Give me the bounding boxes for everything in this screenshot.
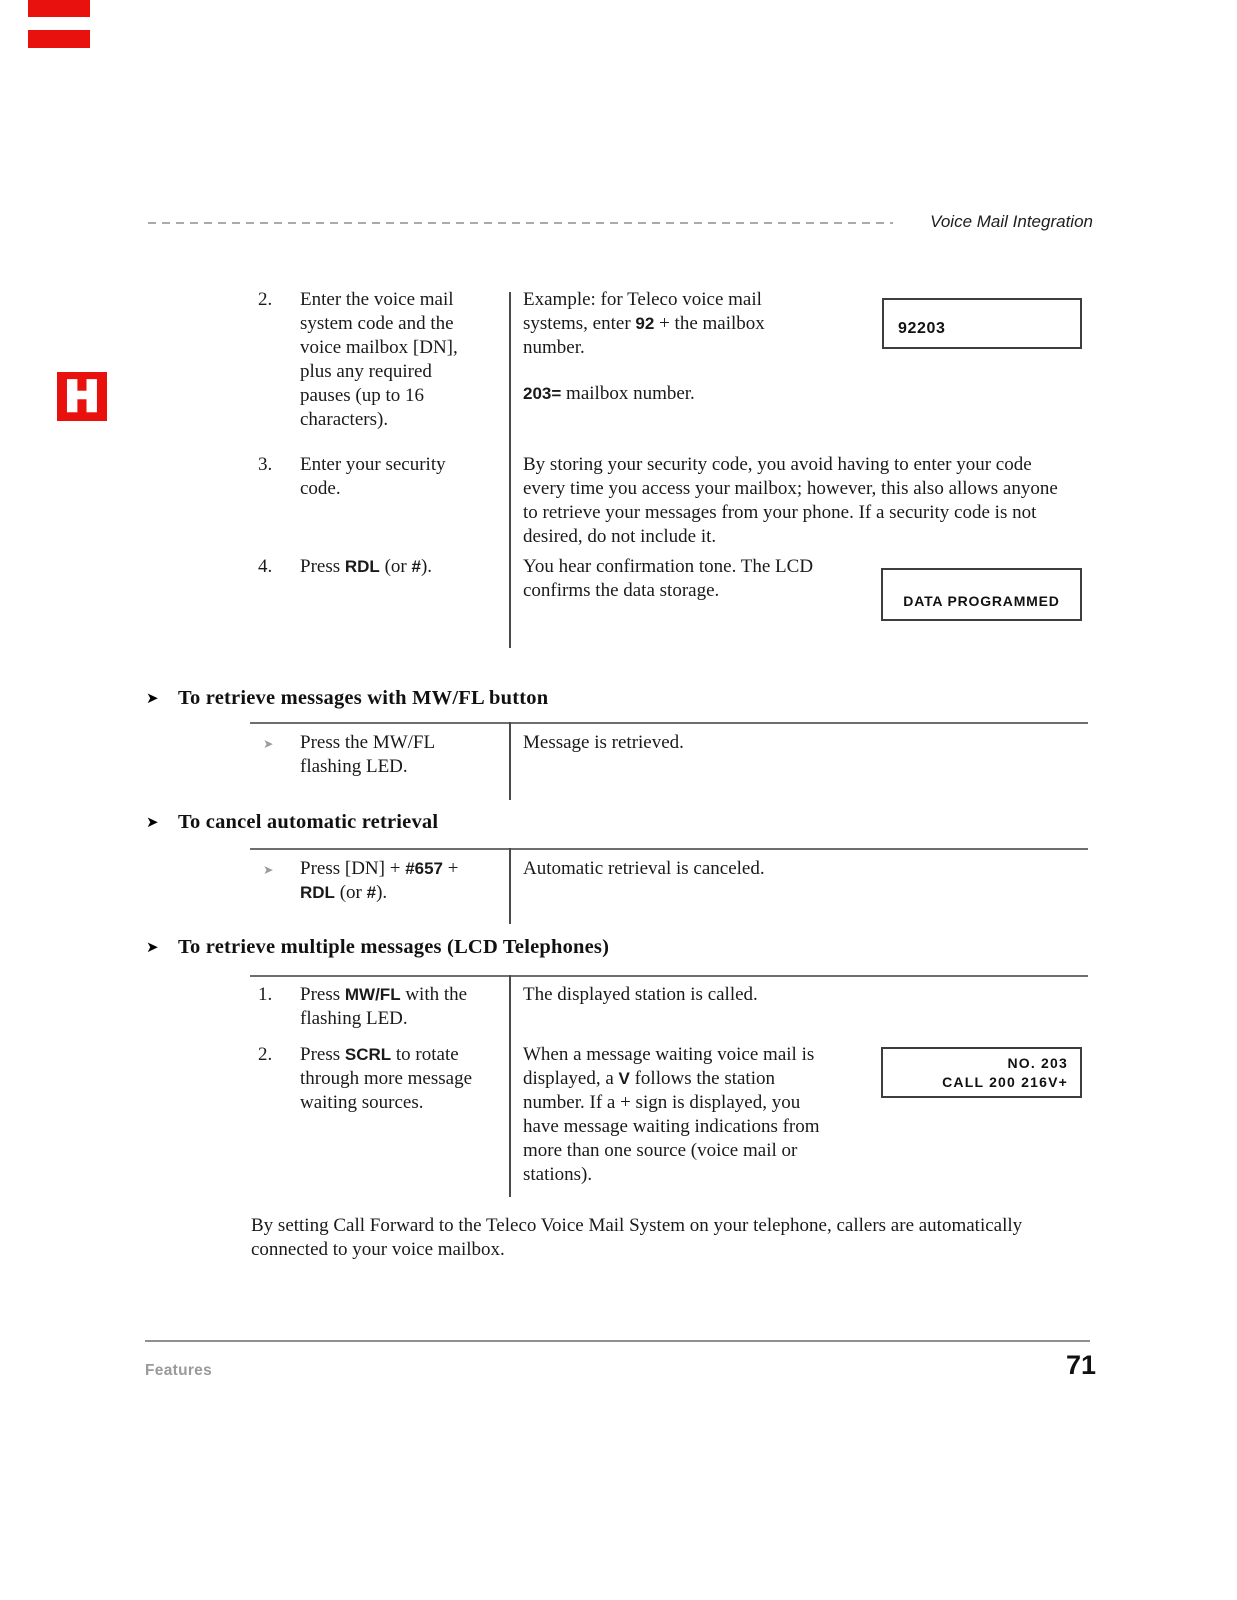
footer-page-number: 71 <box>1065 1350 1096 1380</box>
step4-instruction: Press RDL (or #). <box>300 556 433 577</box>
section1-result: Message is retrieved. <box>523 732 684 753</box>
lcd-display-box <box>882 298 1082 349</box>
step3-result: By storing your security code, you avoid having to enter your code every time you access your mailbox; however, this also allows anyone to retrieve your messages from your phone. If a security code is not desired, do not include it. <box>523 454 1058 547</box>
lcd-display-box <box>881 568 1082 621</box>
table4-column-divider <box>509 975 511 1197</box>
section3-step2-number: 2. <box>258 1044 273 1065</box>
step4-result: You hear confirmation tone. The LCD confirms the data storage. <box>523 556 814 601</box>
section-arrow-icon: ➤ <box>146 813 159 831</box>
footer-section-label: Features <box>145 1362 213 1379</box>
step2-result: Example: for Teleco voice mail systems, enter 92 + the mailbox number. <box>523 289 765 358</box>
step2-instruction: Enter the voice mail system code and the voice mailbox [DN], plus any required pauses (up to 16 characters). <box>300 289 458 430</box>
table3-top-rule <box>250 848 1088 850</box>
table1-column-divider <box>509 292 511 648</box>
lcd-display-box <box>881 1047 1082 1098</box>
footer-rule <box>145 1340 1090 1342</box>
lcd-display-text: DATA PROGRAMMED <box>903 593 1060 609</box>
bullet-arrow-icon: ➤ <box>263 862 274 877</box>
table3-column-divider <box>509 848 511 924</box>
section-arrow-icon: ➤ <box>146 689 159 707</box>
section3-step2-instruction: Press SCRL to rotate through more message waiting sources. <box>300 1044 473 1113</box>
step2-number: 2. <box>258 289 273 310</box>
step2-result-note: 203= mailbox number. <box>523 383 695 404</box>
table4-top-rule <box>250 975 1088 977</box>
lcd-display-line2: CALL 200 216V+ <box>942 1073 1068 1090</box>
lcd-display-text: 92203 <box>898 320 946 337</box>
closing-paragraph: By setting Call Forward to the Teleco Voice Mail System on your telephone, callers are automatically connected to your voice mailbox. <box>251 1215 1023 1260</box>
header-dashed-rule <box>148 222 893 224</box>
lcd-display-line1: NO. 203 <box>1007 1054 1068 1071</box>
section1-heading: To retrieve messages with MW/FL button <box>178 687 549 709</box>
chapter-tab-letter: H <box>64 372 100 421</box>
section2-heading: To cancel automatic retrieval <box>178 811 439 833</box>
table2-column-divider <box>509 722 511 800</box>
section3-step1-number: 1. <box>258 984 273 1005</box>
chapter-tab <box>57 372 107 421</box>
page-header-title: Voice Mail Integration <box>930 212 1093 231</box>
section3-step1-result: The displayed station is called. <box>523 984 758 1005</box>
section3-heading: To retrieve multiple messages (LCD Telephones) <box>178 936 610 958</box>
section1-instruction: Press the MW/FL flashing LED. <box>300 732 435 777</box>
step4-number: 4. <box>258 556 273 577</box>
step3-instruction: Enter your security code. <box>300 454 446 499</box>
bullet-arrow-icon: ➤ <box>263 736 274 751</box>
red-tab-mark-top-1 <box>28 0 90 17</box>
section2-result: Automatic retrieval is canceled. <box>523 858 765 879</box>
red-tab-mark-top-2 <box>28 30 90 48</box>
section3-step1-instruction: Press MW/FL with the flashing LED. <box>300 984 468 1029</box>
table2-top-rule <box>250 722 1088 724</box>
step3-number: 3. <box>258 454 273 475</box>
section-arrow-icon: ➤ <box>146 938 159 956</box>
section2-instruction: Press [DN] + #657 + RDL (or #). <box>300 858 459 903</box>
section3-step2-result: When a message waiting voice mail is displayed, a V follows the station number. If a + sign is displayed, you have message waiting indications from more than one source (voice mail or stations). <box>523 1044 820 1185</box>
